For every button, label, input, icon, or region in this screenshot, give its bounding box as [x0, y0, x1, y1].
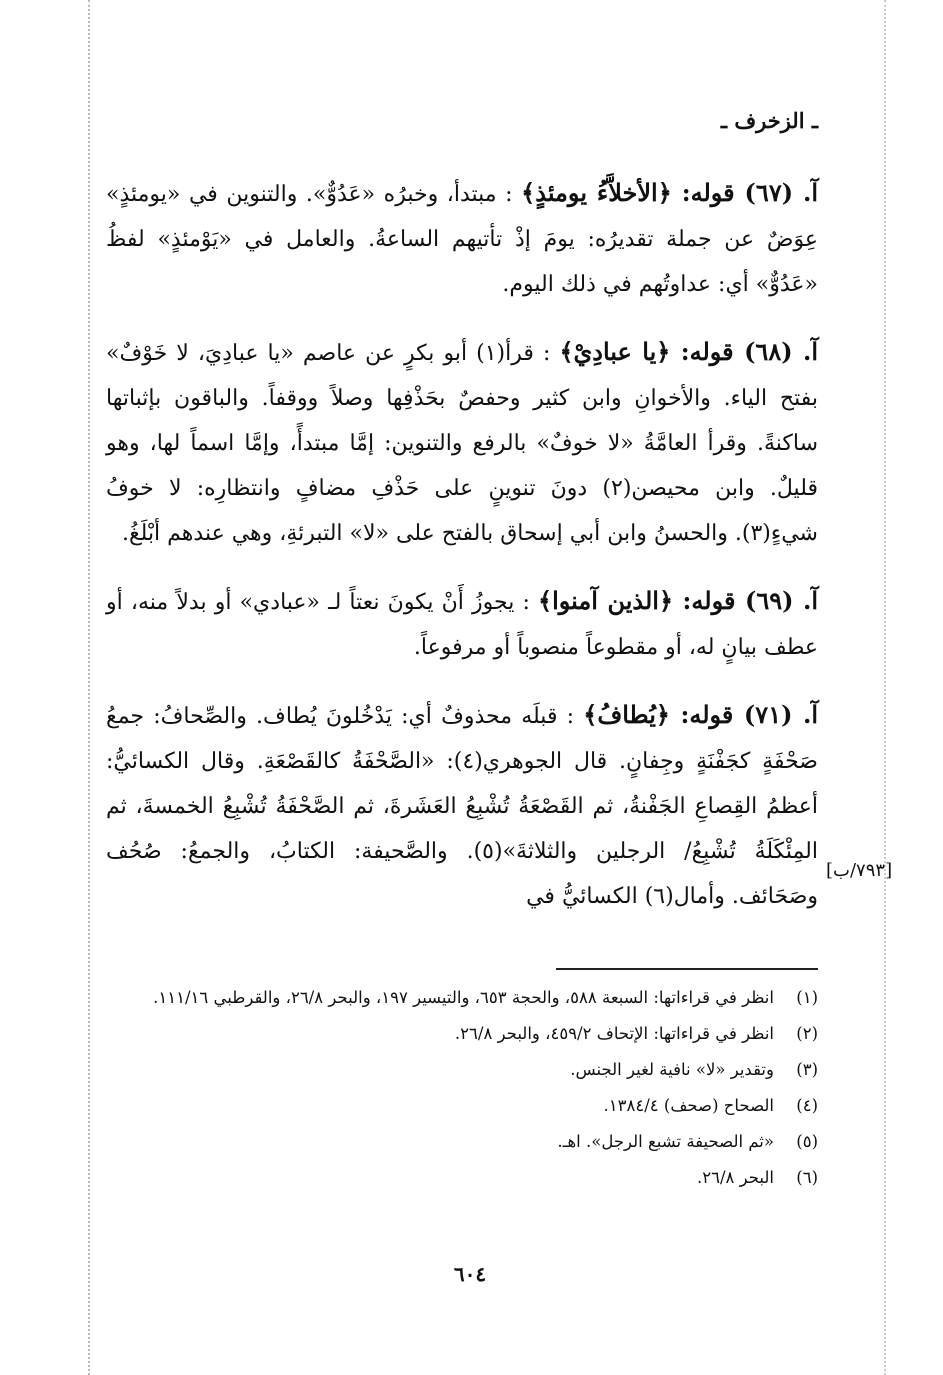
footnote-number: (١) [796, 988, 818, 1007]
footnote-item [106, 1092, 818, 1120]
footnote-item [106, 1056, 818, 1084]
footnote-text: وتقدير «لا» نافية لغير الجنس. [570, 1060, 774, 1079]
footnote-text: انظر في قراءاتها: الإتحاف ٤٥٩/٢، والبحر ٢٦/٨. [454, 1024, 774, 1043]
footnote-number: (٦) [796, 1168, 818, 1187]
footnote-text: البحر ٢٦/٨. [697, 1168, 774, 1187]
verse-heading: آ. (٦٩) قوله: ﴿الذين آمنوا﴾ [538, 586, 818, 615]
footnote-number: (٥) [796, 1132, 818, 1151]
footnote-separator [556, 968, 818, 970]
footnotes [106, 984, 818, 1200]
paragraph-verse-69 [106, 578, 818, 670]
running-header: ـ الزخرف ـ [720, 108, 818, 133]
verse-heading: آ. (٦٨) قوله: ﴿يا عبادِيْ﴾ [559, 337, 818, 366]
paragraph-body: : مبتدأ، وخبرُه «عَدُوٌّ». والتنوين في «يومئذٍ» عِوَضٌ عن جملة تقديرُه: يومَ إذْ تأتيهم الساعةُ. والعامل في «يَوْمئذٍ» لفظُ «عَدُوٌّ» أي: عداوتُهم في ذلك اليوم. [106, 182, 818, 297]
footnote-item [106, 1020, 818, 1048]
paragraph-body: : قرأ(١) أبو بكرٍ عن عاصم «يا عبادِيَ، لا خَوْفٌ» بفتح الياء. والأخوانِ وابن كثير وحفصٌ بحَذْفِها وصلاً ووقفاً. والباقون بإثباتها ساكنةً. وقرأ العامَّةُ «لا خوفٌ» بالرفع والتنوين: إمَّا مبتدأً، وإمَّا اسماً لها، وهو قليلٌ. وابن محيصن(٢) دونَ تنوينٍ على حَذْفِ مضافٍ وانتظارِه: لا خوفُ شيءٍ(٣). والحسنُ وابن أبي إسحاق بالفتح على «لا» التبرئةِ، وهي عندهم أبْلَغُ. [106, 341, 818, 546]
paragraph-verse-68 [106, 329, 818, 556]
footnote-number: (٢) [796, 1024, 818, 1043]
main-text [106, 170, 818, 941]
footnote-text: «ثم الصحيفة تشبع الرجل». اهـ. [557, 1132, 774, 1151]
footnote-item [106, 984, 818, 1012]
page-number: ٦٠٤ [453, 1262, 487, 1286]
paragraph-body: : يجوزُ أَنْ يكونَ نعتاً لـ «عبادي» أو بدلاً منه، أو عطف بيانٍ له، أو مقطوعاً منصوباً أو مرفوعاً. [106, 590, 818, 660]
footnote-item [106, 1128, 818, 1156]
verse-heading: آ. (٦٧) قوله: ﴿الأخلاَّءُ يومئذٍ﴾ [521, 178, 819, 207]
footnote-text: انظر في قراءاتها: السبعة ٥٨٨، والحجة ٦٥٣، والتيسير ١٩٧، والبحر ٢٦/٨، والقرطبي ١١١/١٦. [153, 988, 774, 1007]
footnote-number: (٤) [796, 1096, 818, 1115]
paragraph-body: : قبلَه محذوفٌ أي: يَدْخُلونَ يُطاف. والصِّحافُ: جمعُ صَحْفَةٍ كجَفْنَةٍ وجِفانٍ. قال الجوهري(٤): «الصَّحْفَةُ كالقَصْعَةِ. وقال الكسائيُّ: أعظمُ القِصاعِ الجَفْنةُ، ثم القَصْعَةُ تُشْبِعُ العَشَرةَ، ثم الصَّحْفَةُ تُشْبِعُ الخمسةَ، ثم المِئْكَلَةُ تُشْبِعُ/ الرجلين والثلاثةَ»(٥). والصَّحيفة: الكتابُ، والجمعُ: صُحُف وصَحَائف. وأمال(٦) الكسائيُّ في [106, 704, 819, 909]
manuscript-folio-marker: [٧٩٣/ب] [826, 860, 893, 881]
left-dotted-guide [88, 0, 90, 1375]
footnote-number: (٣) [796, 1060, 818, 1079]
verse-heading: آ. (٧١) قوله: ﴿يُطافُ﴾ [583, 700, 819, 729]
paragraph-verse-67 [106, 170, 818, 307]
footnote-item [106, 1164, 818, 1192]
footnote-text: الصحاح (صحف) ١٣٨٤/٤. [603, 1096, 774, 1115]
paragraph-verse-71 [106, 692, 818, 919]
right-dotted-guide [884, 0, 886, 1375]
